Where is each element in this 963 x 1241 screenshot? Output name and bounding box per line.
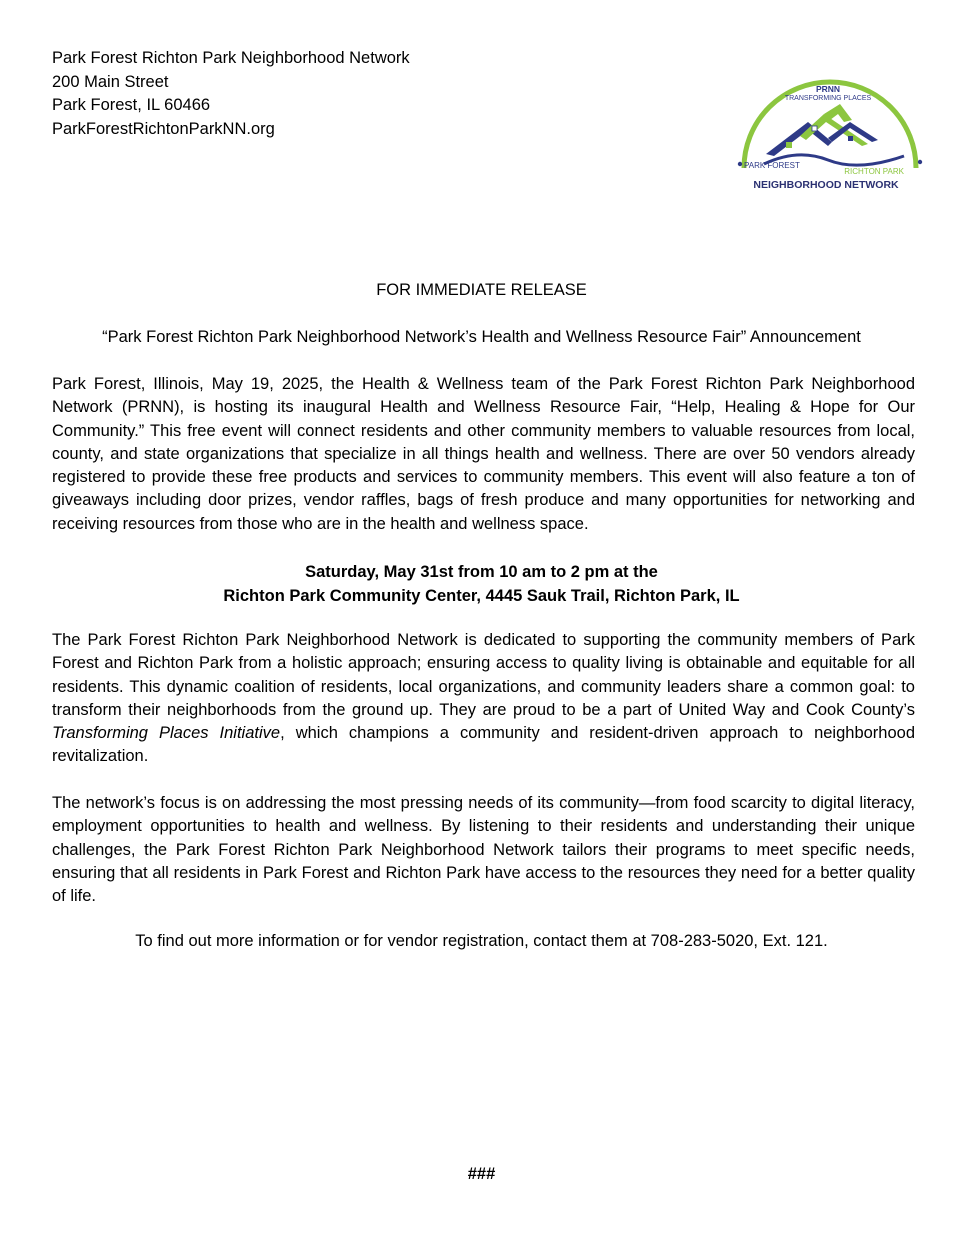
paragraph-mission	[52, 629, 915, 769]
event-location-line: Richton Park Community Center, 4445 Sauk Trail, Richton Park, IL	[223, 586, 740, 605]
release-label: FOR IMMEDIATE RELEASE	[376, 281, 587, 299]
logo-top-line1: PRNN	[815, 84, 841, 94]
logo-top-line2: TRANSFORMING PLACES	[784, 95, 872, 102]
street-address: 200 Main Street	[52, 72, 169, 91]
prnn-logo	[728, 64, 928, 196]
mission-text-before: The Park Forest Richton Park Neighborhood Network is dedicated to supporting the community members of Park Forest and Richton Park from a holistic approach; ensuring access to quality living is obtainable and equitable for all residents. This dynamic coalition of residents, local organizations, and community leaders share a common goal: to transform their neighborhoods from the ground up. They are proud to be a part of United Way and Cook County’s	[52, 631, 915, 719]
sender-address	[52, 47, 410, 141]
paragraph-intro: Park Forest, Illinois, May 19, 2025, the Health & Wellness team of the Park Forest Richton Park Neighborhood Network (PRNN), is hosting its inaugural Health and Wellness Resource Fair, “Help, Healing & Hope for Our Community.” This free event will connect residents and other community members to valuable resources from local, county, and state organizations that specialize in all things health and wellness. There are over 50 vendors already registered to provide these free products and services to community members. This event will also feature a ton of giveaways including door prizes, vendor raffles, bags of fresh produce and many opportunities for networking and receiving resources from those who are in the health and wellness space.	[52, 375, 915, 533]
headline: “Park Forest Richton Park Neighborhood Network’s Health and Wellness Resource Fair” Announcement	[102, 328, 861, 346]
website: ParkForestRichtonParkNN.org	[52, 119, 275, 138]
org-name: Park Forest Richton Park Neighborhood Network	[52, 49, 410, 67]
city-state-zip: Park Forest, IL 60466	[52, 96, 211, 114]
logo-left-label: PARK FOREST	[744, 161, 800, 170]
event-details	[0, 561, 963, 608]
paragraph-focus: The network’s focus is on addressing the most pressing needs of its community—from food scarcity to digital literacy, employment opportunities to health and wellness. By listening to their residents and understanding their unique challenges, the Park Forest Richton Park Neighborhood Network tailors their programs to meet specific needs, ensuring that all residents in Park Forest and Richton Park have access to the resources they need for a better quality of life.	[52, 794, 915, 906]
event-date-line: Saturday, May 31st from 10 am to 2 pm at the	[305, 563, 658, 581]
mission-text-after: , which champions a community and resident-driven approach to neighborhood revitalization.	[52, 724, 916, 766]
houses-icon	[766, 104, 878, 156]
logo-right-label: RICHTON PARK	[844, 167, 904, 176]
contact-line: To find out more information or for vendor registration, contact them at 708-283-5020, Ext. 121.	[135, 932, 828, 950]
logo-bottom-label: NEIGHBORHOOD NETWORK	[753, 179, 899, 191]
end-mark: ###	[467, 1165, 496, 1183]
initiative-name: Transforming Places Initiative	[52, 724, 281, 743]
